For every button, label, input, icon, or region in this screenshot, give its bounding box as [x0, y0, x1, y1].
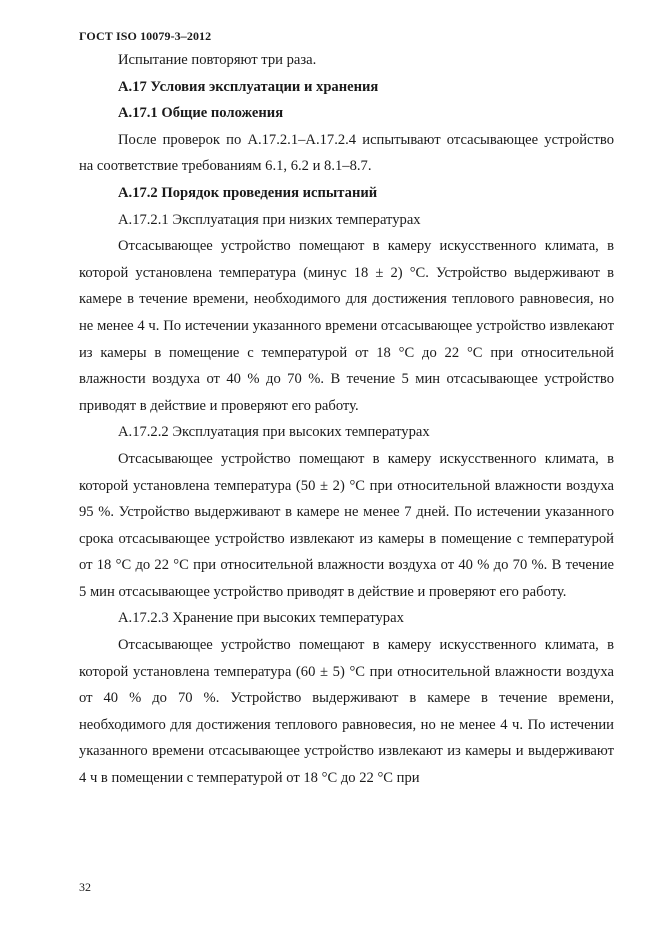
subheading-a17-2-3: А.17.2.3 Хранение при высоких температурах: [118, 610, 404, 627]
subheading-a17-2-1: А.17.2.1 Эксплуатация при низких температурах: [118, 211, 421, 228]
heading-a17: А.17 Условия эксплуатации и хранения: [118, 78, 379, 95]
page-number: 32: [79, 880, 91, 894]
document-header: ГОСТ ISO 10079-3–2012: [79, 29, 212, 43]
paragraph-low-temp: Отсасывающее устройство помещают в камеру искусственного климата, в которой установлена температура (минус 18 ± 2) °С. Устройство выдерживают в камере в течение времени, необходимого для достижения теплового равновесия, но не менее 4 ч. По истечении указанного времени отсасывающее устройство извлекают из камеры в помещение с температурой от 18 °С до 22 °С при относительной влажности воздуха от 40 % до 70 %. В течение 5 мин отсасывающее устройство приводят в действие и проверяют его работу.: [79, 238, 614, 414]
paragraph-test-repeat: Испытание повторяют три раза.: [118, 52, 317, 68]
paragraph-general: После проверок по А.17.2.1–А.17.2.4 испытывают отсасывающее устройство на соответствие требованиям 6.1, 6.2 и 8.1–8.7.: [79, 131, 614, 175]
paragraph-high-temp-storage: Отсасывающее устройство помещают в камеру искусственного климата, в которой установлена температура (60 ± 5) °С при относительной влажности воздуха от 40 % до 70 %. Устройство выдерживают в камере в течение времени, необходимого для достижения теплового равновесия, но не менее 4 ч. По истечении указанного времени отсасывающее устройство извлекают из камеры и выдерживают 4 ч в помещении с температурой от 18 °С до 22 °С при: [79, 637, 614, 787]
heading-a17-1: А.17.1 Общие положения: [118, 105, 284, 122]
paragraph-high-temp-operation: Отсасывающее устройство помещают в камеру искусственного климата, в которой установлена температура (50 ± 2) °С при относительной влажности воздуха 95 %. Устройство выдерживают в камере не менее 7 дней. По истечении указанного срока отсасывающее устройство извлекают из камеры в помещение с температурой от 18 °С до 22 °С при относительной влажности воздуха от 40 % до 70 %. В течение 5 мин отсасывающее устройство приводят в действие и проверяют его работу.: [79, 450, 614, 600]
subheading-a17-2-2: А.17.2.2 Эксплуатация при высоких температурах: [118, 424, 430, 441]
heading-a17-2: А.17.2 Порядок проведения испытаний: [118, 184, 378, 201]
document-body: [79, 47, 614, 792]
